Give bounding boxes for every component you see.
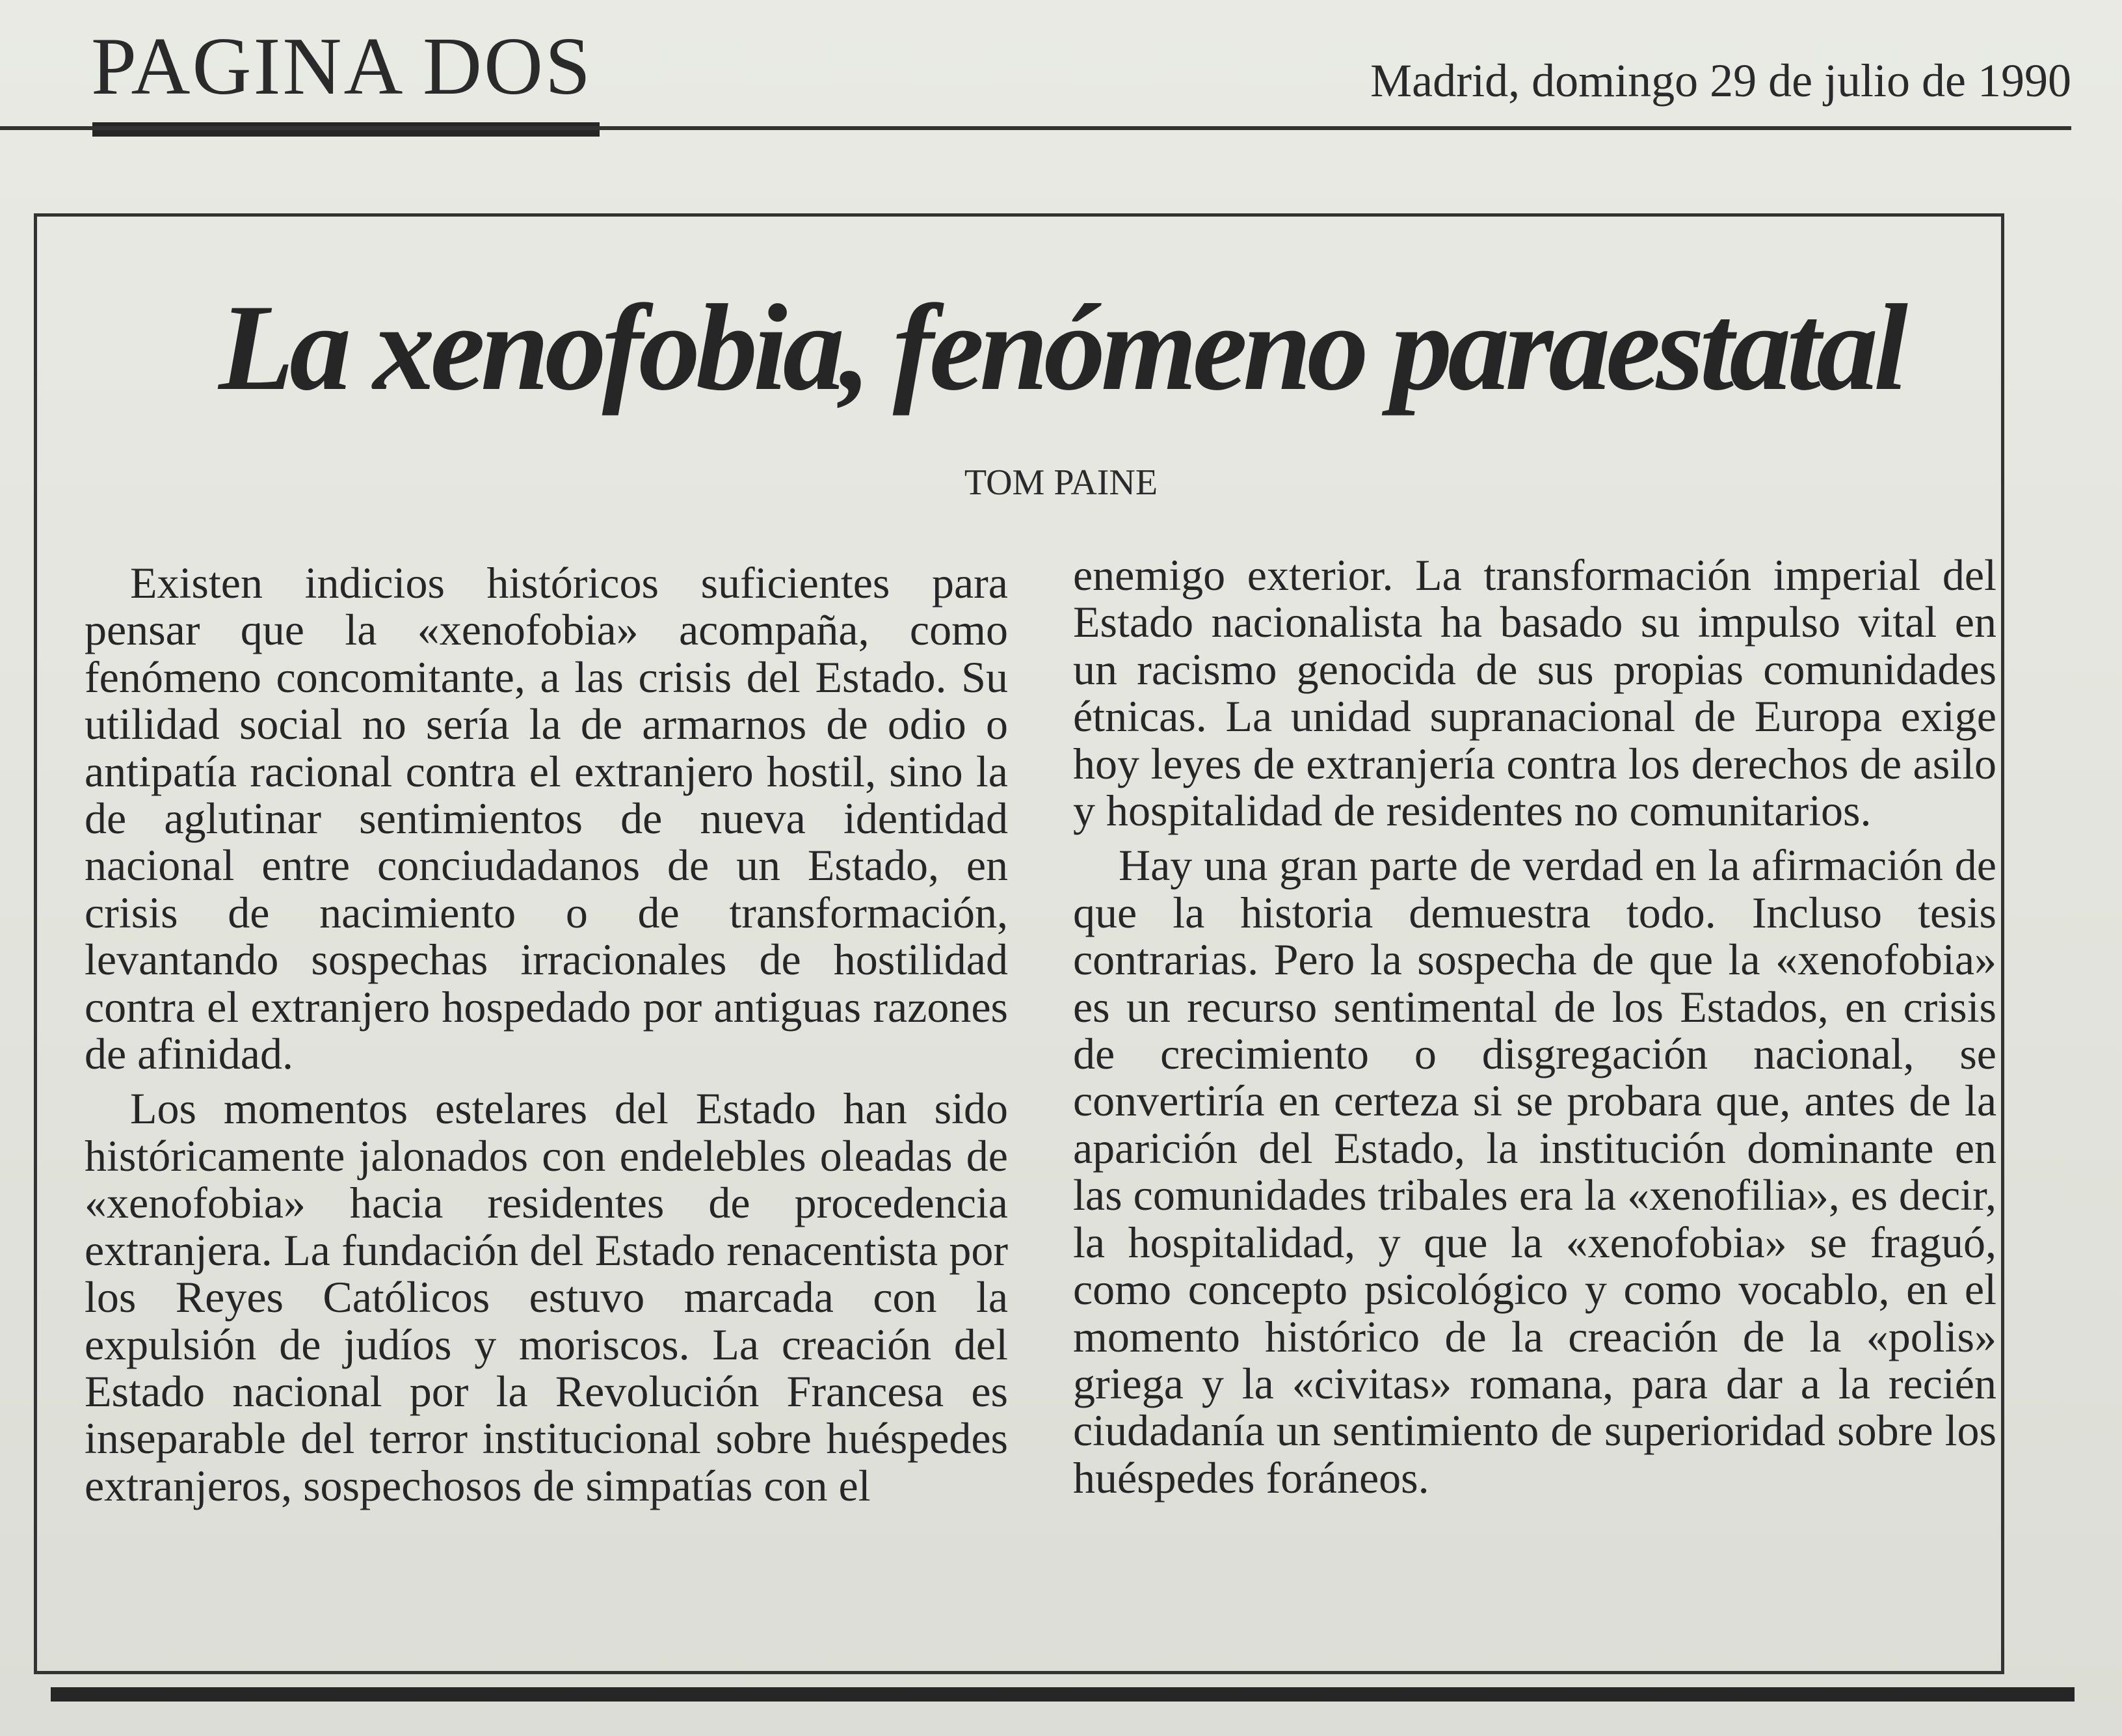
article-byline: TOM PAINE	[964, 462, 1158, 503]
dateline: Madrid, domingo 29 de julio de 1990	[1370, 55, 2071, 107]
header-rule	[0, 126, 2071, 130]
paragraph: Hay una gran parte de verdad en la afirmación de que la historia demuestra todo. Incluso tesis contrarias. Pero la sospecha de que la «xenofobia» es un recurso sentimental de los Estados, en crisis de crecimiento o disgregación nacional, se convertiría en certeza si se probara que, antes de la aparición del Estado, la institución dominante en las comunidades tribales era la «xenofilia», es decir, la hospitalidad, y que la «xenofobia» se fraguó, como concepto psicológico y como vocablo, en el momento histórico de la creación de la «polis» griega y la «civitas» romana, para dar a la recién ciudadanía un sentimiento de superioridad sobre los huéspedes foráneos.	[1073, 840, 1996, 1502]
article-column-right	[1073, 552, 1996, 1509]
article-column-left	[85, 559, 1008, 1517]
paragraph: Existen indicios históricos suficientes para pensar que la «xenofobia» acompaña, como fenómeno concomitante, a las crisis del Estado. Su utilidad social no sería la de armarnos de odio o antipatía racional contra el extranjero hostil, sino la de aglutinar sentimientos de nueva identidad nacional entre conciudadanos de un Estado, en crisis de nacimiento o de transformación, levantando sospechas irracionales de hostilidad contra el extranjero hospedado por antiguas razones de afinidad.	[85, 558, 1008, 1079]
article-headline: La xenofobia, fenómeno paraestatal	[219, 280, 1903, 416]
bottom-rule	[51, 1687, 2075, 1702]
paragraph: Los momentos estelares del Estado han sido históricamente jalonados con endelebles oleadas de «xenofobia» hacia residentes de procedencia extranjera. La fundación del Estado renacentista por los Reyes Católicos estuvo marcada con la expulsión de judíos y moriscos. La creación del Estado nacional por la Revolución Francesa es inseparable del terror institucional sobre huéspedes extranjeros, sospechosos de simpatías con el	[85, 1084, 1008, 1510]
paragraph: enemigo exterior. La transformación imperial del Estado nacionalista ha basado su impulso vital en un racismo genocida de sus propias comunidades étnicas. La unidad supranacional de Europa exige hoy leyes de extranjería contra los derechos de asilo y hospitalidad de residentes no comunitarios.	[1073, 550, 1996, 836]
section-title: PAGINA DOS	[91, 21, 593, 112]
